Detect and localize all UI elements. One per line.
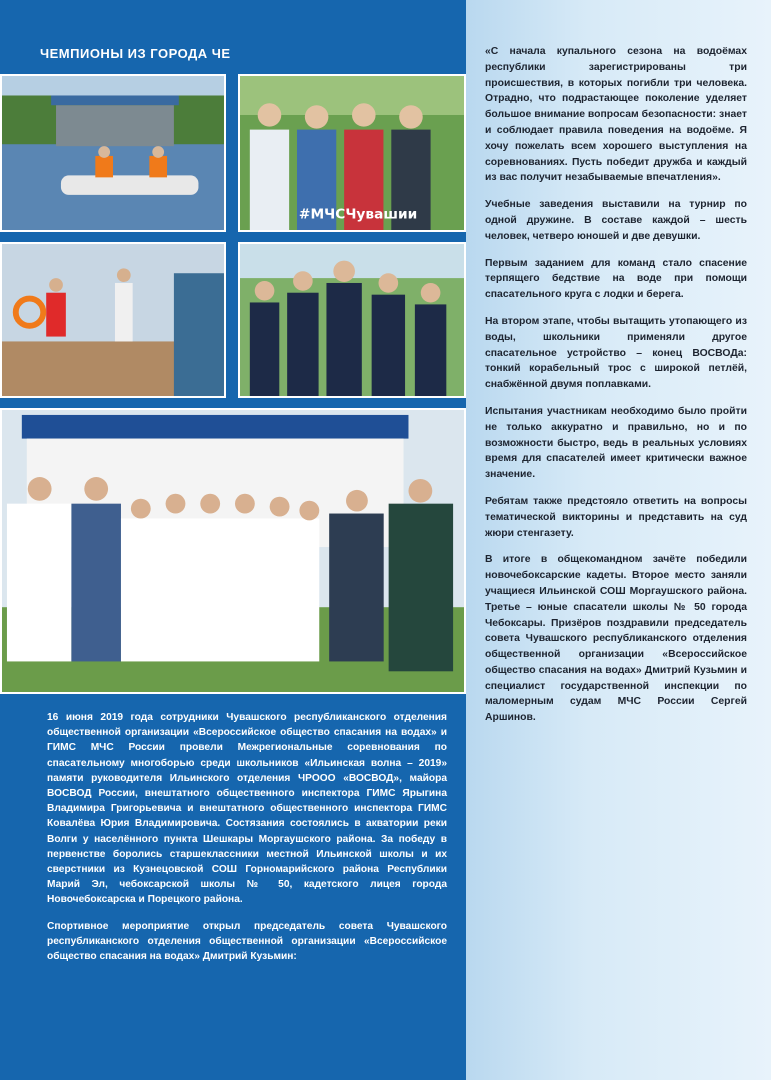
page-header (0, 0, 466, 74)
right-paragraph-2: Учебные заведения выставили на турнир по одной дружине. В составе каждой – шесть человек, четверо юношей и две девушки. (485, 199, 747, 242)
left-paragraph-2: Спортивное мероприятие открыл председатель совета Чувашского республиканского отделения общественной организации «Всероссийское общество спасания на водах» Дмитрий Кузьмин: (47, 920, 447, 963)
photo-boat-rescue (0, 74, 226, 232)
photo-girls-team (238, 74, 466, 232)
team-caption: #МЧСЧувашии (298, 206, 418, 223)
winners-group-image (2, 410, 464, 692)
page-title: ЧЕМПИОНЫ ИЗ ГОРОДА ЧЕ (40, 46, 231, 61)
right-paragraph-6: Ребятам также предстояло ответить на вопросы тематической викторины и представить на суд жюри стенгазету. (485, 495, 747, 539)
right-paragraph-1: «С начала купального сезона на водоёмах республики зарегистрированы три происшествия, в которых погибли три человека. Отрадно, что подрастающее поколение уделяет большое внимание вопросам безопасности: знает и соблюдает правила поведения на водоёме. Я хочу пожелать всем хорошего выступления на соревнованиях. Пусть победит дружба и каждый из вас получит незабываемые впечатления». (485, 46, 747, 184)
cadets-line-image (240, 244, 464, 396)
boat-rescue-image (2, 76, 224, 230)
right-paragraph-4: На втором этапе, чтобы вытащить утопающего из воды, школьники применяли другое спасательное устройство – конец ВОСВОДа: тонкий корабельный трос с широкой петлёй, снабжённой двумя поплавками. (485, 315, 747, 391)
photo-cadets-line (238, 242, 466, 398)
photo-lifebuoy-throw (0, 242, 226, 398)
girls-team-image (240, 76, 464, 230)
left-paragraph-1: 16 июня 2019 года сотрудники Чувашского республиканского отделения общественной организации «Всероссийское общество спасания на водах» и ГИМС МЧС России провели Межрегиональные соревнования по спасательному многоборью среди школьников «Ильинская волна – 2019» памяти руководителя Ильинского отделения ЧРООО «ВОСВОД», майора ВОСВОД России, внештатного общественного инспектора ГИМС Ярыгина Владимира Григорьевича и внештатного общественного инспектора ГИМС Ковалёва Юрия Владимировича. Состязания состоялись в акватории реки Волги у населённого пункта Шешкары Моргаушского района. За победу в первенстве боролись старшеклассники местной Ильинской школы и их сверстники из Кузнецовской СОШ Горномарийского района Республики Марий Эл, чебоксарской школы № 50, кадетского лицея города Новочебоксарска и Порецкого района. (47, 712, 447, 906)
right-paragraph-5: Испытания участникам необходимо было пройти не только аккуратно и правильно, но и по возможности быстро, ведь в реальных условиях время для спасателей имеет критически важное значение. (485, 405, 747, 481)
photo-winners-group (0, 408, 466, 694)
right-paragraph-7: В итоге в общекомандном зачёте победили новочебоксарские кадеты. Второе место заняли учащиеся Ильинской СОШ Моргаушского района. Третье – юные спасатели школы № 50 города Чебоксары. Призёров поздравили председатель совета Чувашского республиканского отделения общественной организации «Всероссийское общество спасания на водах» Дмитрий Кузьмин и специалист государственной инспекции по маломерным судам МЧС России Сергей Аршинов. (485, 554, 747, 724)
article-right-text (485, 44, 747, 737)
article-left-text (47, 710, 447, 975)
right-paragraph-3: Первым заданием для команд стало спасение терпящего бедствие на воде при помощи спасательного круга с лодки и берега. (485, 257, 747, 301)
lifebuoy-throw-image (2, 244, 224, 396)
